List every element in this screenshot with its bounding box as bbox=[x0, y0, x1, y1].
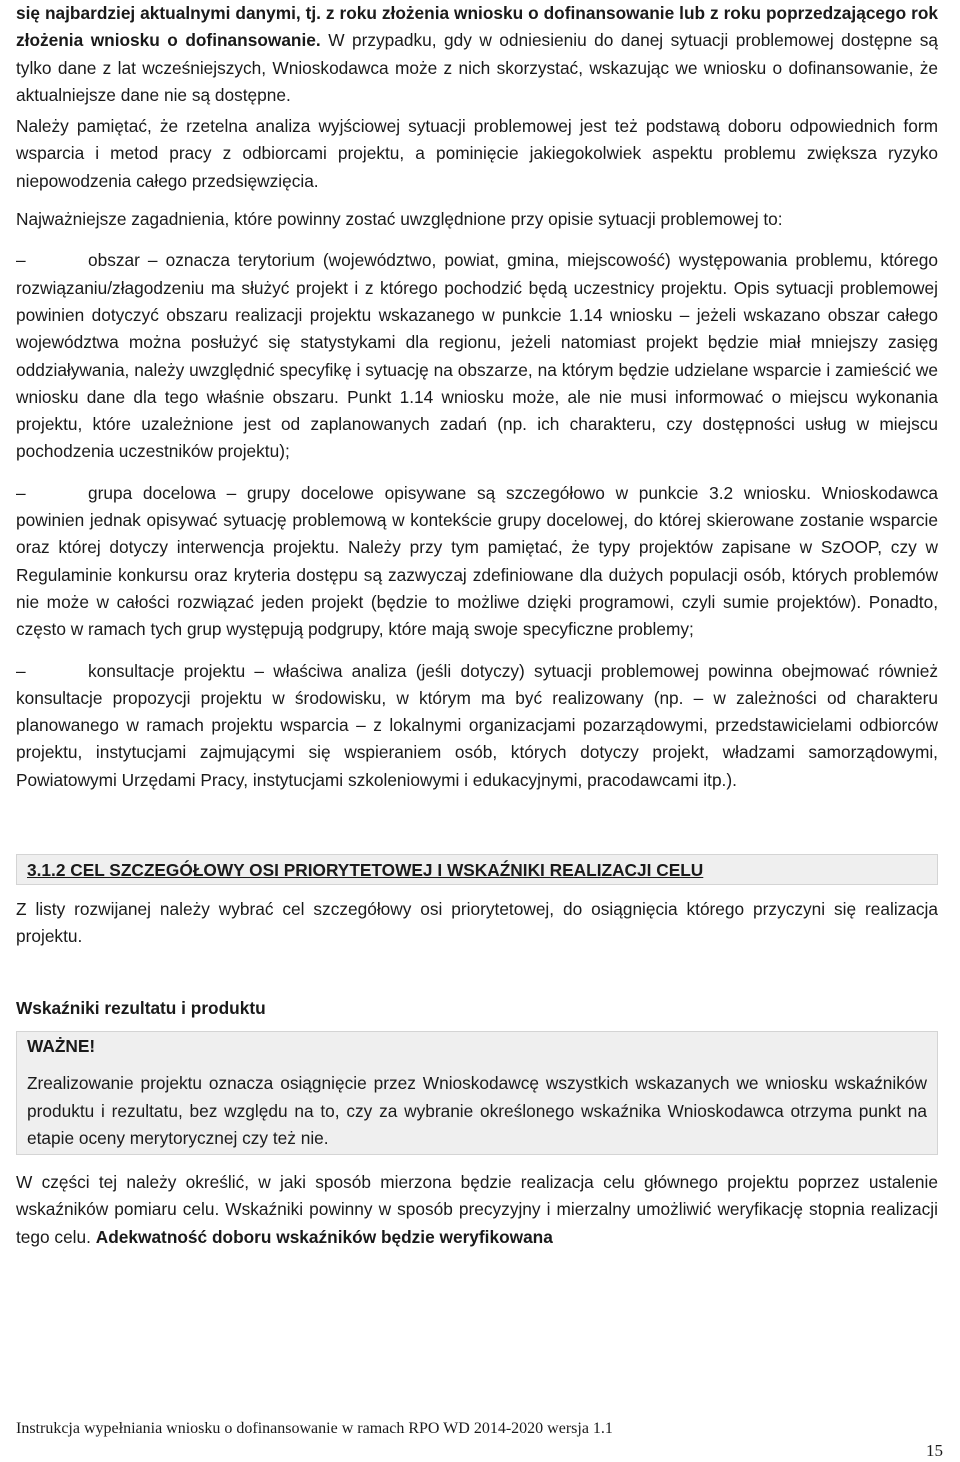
page-footer: Instrukcja wypełniania wniosku o dofinansowanie w ramach RPO WD 2014-2020 wersja 1.1 bbox=[16, 1420, 613, 1437]
indicators-bold-text: Adekwatność doboru wskaźników będzie weryfikowana bbox=[95, 1226, 553, 1247]
sub-heading: Wskaźniki rezultatu i produktu bbox=[16, 997, 266, 1018]
topics-paragraph: Najważniejsze zagadnienia, które powinny zostać uwzględnione przy opisie sytuacji problemowej to: bbox=[16, 209, 783, 230]
intro-bold-text: się najbardziej aktualnymi danymi, tj. z roku złożenia wniosku o dofinansowanie lub z roku poprzedzającego rok złożenia wniosku o dofinansowanie. bbox=[16, 3, 938, 51]
bullet-dash-icon: – bbox=[16, 482, 26, 503]
bullet-item-obszar bbox=[16, 247, 938, 465]
section-heading-box bbox=[16, 854, 938, 885]
note-title: WAŻNE! bbox=[27, 1035, 96, 1056]
bullet-item-grupa-docelowa bbox=[16, 480, 938, 644]
document-page bbox=[16, 0, 938, 1251]
indicators-paragraph bbox=[16, 1169, 938, 1251]
important-note-box bbox=[16, 1031, 938, 1155]
section-heading: 3.1.2 CEL SZCZEGÓŁOWY OSI PRIORYTETOWEJ I WSKAŹNIKI REALIZACJI CELU bbox=[27, 860, 704, 881]
bullet-dash-icon: – bbox=[16, 660, 26, 681]
note-text: Zrealizowanie projektu oznacza osiągnięcie przez Wnioskodawcę wszystkich wskazanych we wniosku wskaźników produktu i rezultatu, bez względu na to, czy za wybranie określonego wskaźnika Wnioskodawca otrzyma punkt na etapie oceny merytorycznej czy też nie. bbox=[27, 1073, 927, 1148]
bullet-text: obszar – oznacza terytorium (województwo, powiat, gmina, miejscowość) występowania problemu, którego rozwiązaniu/złagodzeniu ma służyć projekt i z którego pochodzić będą uczestnicy projektu. Opis sytuacji problemowej powinien dotyczyć obszaru realizacji projektu wskazanego w punkcie 1.14 wniosku – jeżeli wskazano obszar całego województwa można posłużyć się statystykami dla regionu, jeżeli natomiast projekt będzie miał mniejszy zasięg oddziaływania, należy uwzględnić specyfikę i sytuację na obszarze, na którym będzie udzielane wsparcie i zamieścić we wniosku dane dla tego właśnie obszaru. Punkt 1.14 wniosku może, ale nie musi informować o miejscu wykonania projektu, które uzależnione jest od zaplanowanych zadań (np. ich charakteru, czy dostępności usług w miejscu pochodzenia uczestników projektu); bbox=[16, 250, 938, 462]
bullet-text: grupa docelowa – grupy docelowe opisywane są szczegółowo w punkcie 3.2 wniosku. Wnioskodawca powinien jednak opisywać sytuację problemową w kontekście grupy docelowej, do której skierowane zostanie wsparcie oraz której dotyczy interwencja projektu. Należy przy tym pamiętać, że typy projektów zapisane w SzOOP, czy w Regulaminie konkursu oraz kryteria dostępu są zazwyczaj zdefiniowane dla dużych populacji osób, których problemów nie może w całości rozwiązać jeden projekt (będzie to możliwe dzięki programowi, czyli sumie projektów). Ponadto, często w ramach tych grup występują podgrupy, które mają swoje specyficzne problemy; bbox=[16, 482, 938, 640]
dropdown-instruction-paragraph: Z listy rozwijanej należy wybrać cel szczegółowy osi priorytetowej, do osiągnięcia którego przyczyni się realizacja projektu. bbox=[16, 899, 938, 947]
page-number: 15 bbox=[926, 1441, 943, 1460]
bullet-dash-icon: – bbox=[16, 250, 26, 271]
bullet-item-konsultacje bbox=[16, 658, 938, 794]
analysis-paragraph: Należy pamiętać, że rzetelna analiza wyjściowej sytuacji problemowej jest też podstawą doboru odpowiednich form wsparcia i metod pracy z odbiorcami projektu, a pominięcie jakiegokolwiek aspektu problemu zwiększa ryzyko niepowodzenia całego przedsięwzięcia. bbox=[16, 116, 938, 191]
intro-rest-text: W przypadku, gdy w odniesieniu do danej sytuacji problemowej dostępne są tylko dane z lat wcześniejszych, Wnioskodawca może z nich skorzystać, wskazując we wniosku o dofinansowanie, że aktualniejsze dane nie są dostępne. bbox=[16, 30, 938, 105]
intro-paragraph bbox=[16, 0, 938, 109]
bullet-text: konsultacje projektu – właściwa analiza (jeśli dotyczy) sytuacji problemowej powinna obejmować również konsultacje propozycji projektu w środowisku, w którym ma być realizowany (np. – w zależności od charakteru planowanego w ramach projektu wsparcia – z lokalnymi organizacjami pozarządowymi, przedstawicielami odbiorców projektu, instytucjami zajmującymi się wspieraniem osób, których dotyczy projekt, władzami samorządowymi, Powiatowymi Urzędami Pracy, instytucjami szkoleniowymi i edukacyjnymi, pracodawcami itp.). bbox=[16, 660, 938, 790]
indicators-text: W części tej należy określić, w jaki sposób mierzona będzie realizacja celu głównego projektu poprzez ustalenie wskaźników pomiaru celu. Wskaźniki powinny w sposób precyzyjny i mierzalny umożliwić weryfikację stopnia realizacji tego celu. bbox=[16, 1172, 938, 1247]
